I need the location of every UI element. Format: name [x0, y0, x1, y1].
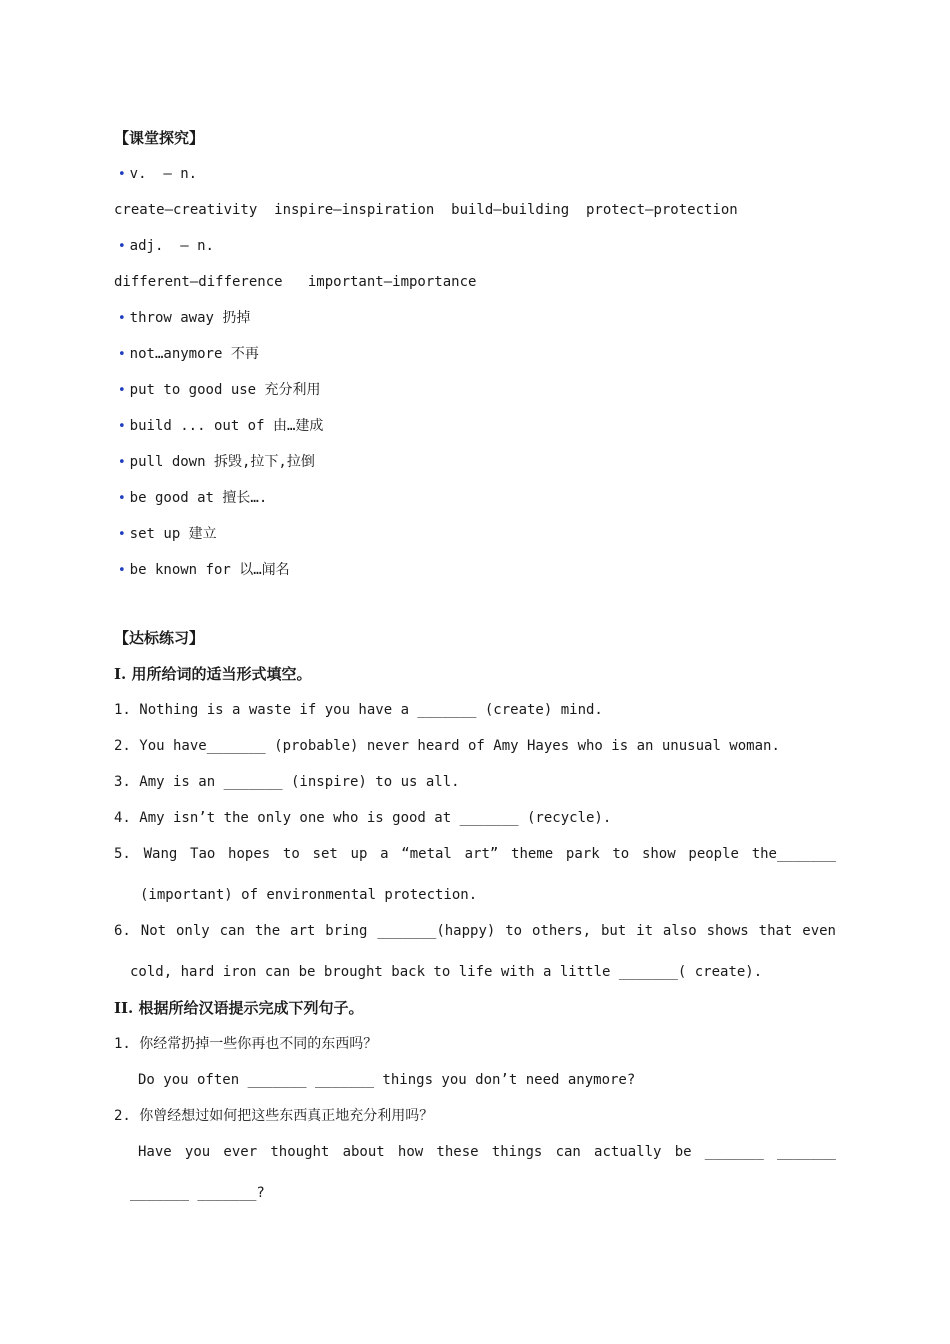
translation-1-chinese: 1. 你经常扔掉一些你再也不同的东西吗？: [114, 1036, 378, 1052]
part-two-instruction: II. 根据所给汉语提示完成下列句子。: [114, 999, 364, 1017]
translation-2-english-line-1: Have you ever thought about how these things can actually be _______ _______: [138, 1144, 836, 1160]
question-5-line-2: (important) of environmental protection.: [140, 887, 478, 903]
question-4: 4. Amy isn’t the only one who is good at _______ (recycle).: [114, 810, 612, 826]
translation-1-english: Do you often _______ _______ things you don’t need anymore?: [138, 1072, 636, 1088]
bullet-icon: •: [118, 491, 126, 506]
phrase-item: • throw away 扔掉: [118, 310, 251, 326]
bullet-icon: •: [118, 563, 126, 578]
bullet-icon: •: [118, 347, 126, 362]
bullet-icon: •: [118, 455, 126, 470]
word-pairs-verb-noun: create—creativity inspire—inspiration build—building protect—protection: [114, 202, 738, 218]
question-5-line-1: 5. Wang Tao hopes to set up a “metal art” theme park to show people the_______: [114, 846, 836, 862]
phrase-item: • build ... out of 由…建成: [118, 418, 324, 434]
translation-2-chinese: 2. 你曾经想过如何把这些东西真正地充分利用吗？: [114, 1108, 434, 1124]
section-heading-practice: 【达标练习】: [114, 629, 205, 647]
part-one-instruction: I. 用所给词的适当形式填空。: [114, 665, 312, 683]
phrase-item: • put to good use 充分利用: [118, 382, 321, 398]
phrase-item: • pull down 拆毁,拉下,拉倒: [118, 454, 315, 470]
bullet-icon: •: [118, 383, 126, 398]
pos-label-adj-noun: • adj. — n.: [118, 238, 214, 254]
bullet-icon: •: [118, 527, 126, 542]
section-heading-class-inquiry: 【课堂探究】: [114, 129, 205, 147]
bullet-icon: •: [118, 239, 126, 254]
question-1: 1. Nothing is a waste if you have a _______ (create) mind.: [114, 702, 603, 718]
pos-label-verb-noun: • v. — n.: [118, 166, 198, 182]
phrase-item: • be known for 以…闻名: [118, 562, 290, 578]
phrase-item: • not…anymore 不再: [118, 346, 259, 362]
word-pairs-adj-noun: different—difference important—importance: [114, 274, 477, 290]
question-2: 2. You have_______ (probable) never heard of Amy Hayes who is an unusual woman.: [114, 738, 780, 754]
question-6-line-2: cold, hard iron can be brought back to life with a little _______( create).: [130, 964, 763, 980]
question-3: 3. Amy is an _______ (inspire) to us all.: [114, 774, 460, 790]
bullet-icon: •: [118, 167, 126, 182]
translation-2-english-line-2: _______ _______?: [130, 1185, 265, 1201]
question-6-line-1: 6. Not only can the art bring _______(happy) to others, but it also shows that even: [114, 923, 836, 939]
bullet-icon: •: [118, 419, 126, 434]
bullet-icon: •: [118, 311, 126, 326]
phrase-item: • be good at 擅长….: [118, 490, 268, 506]
phrase-item: • set up 建立: [118, 526, 217, 542]
